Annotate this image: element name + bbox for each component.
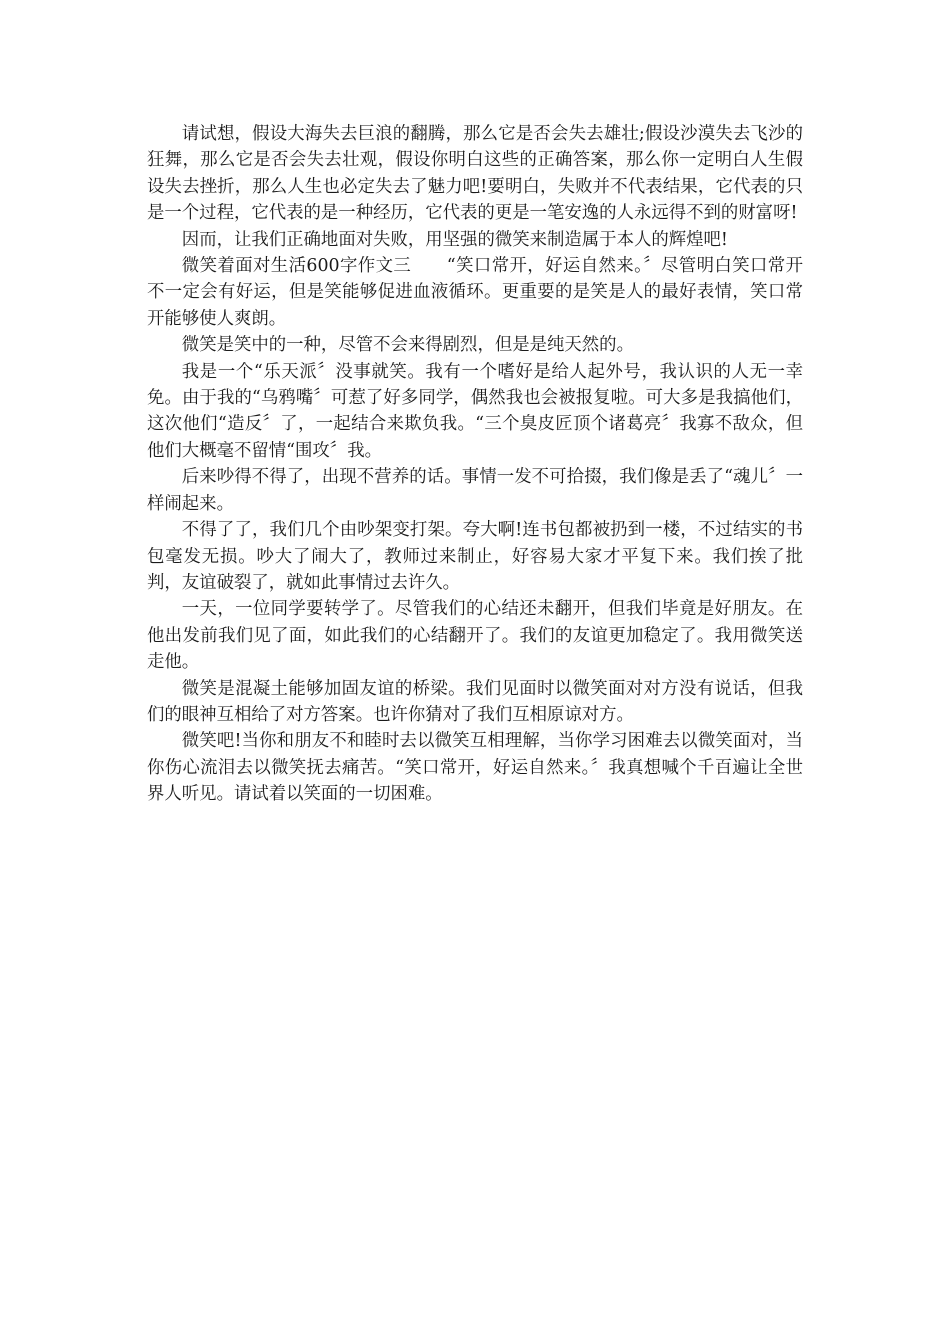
paragraph-7: 不得了了，我们几个由吵架变打架。夸大啊!连书包都被扔到一楼，不过结实的书包毫发无损。吵大了闹大了，教师过来制止，好容易大家才平复下来。我们挨了批判，友谊破裂了，就如此事情过去许久。 — [147, 520, 803, 593]
paragraph-8: 一天，一位同学要转学了。尽管我们的心结还未翻开，但我们毕竟是好朋友。在他出发前我们见了面，如此我们的心结翻开了。我们的友谊更加稳定了。我用微笑送走他。 — [147, 599, 803, 673]
paragraph-1: 请试想，假设大海失去巨浪的翻腾，那么它是否会失去雄壮;假设沙漠失去飞沙的狂舞，那么它是否会失去壮观，假设你明白这些的正确答案，那么你一定明白人生假设失去挫折，那么人生也必定失去了魅力吧!要明白，失败并不代表结果，它代表的只是一个过程，它代表的是一种经历，它代表的更是一笔安逸的人永远得不到的财富呀! — [147, 124, 803, 224]
paragraph-4: 微笑是笑中的一种，尽管不会来得剧烈，但是是纯天然的。 — [181, 335, 634, 356]
document-body — [147, 121, 803, 808]
paragraph-10: 微笑吧!当你和朋友不和睦时去以微笑互相理解，当你学习困难去以微笑面对，当你伤心流泪去以微笑抚去痛苦。“笑口常开，好运自然来。〞我真想喊个千百遍让全世界人听见。请试着以笑面的一切困难。 — [147, 731, 803, 805]
paragraph-3: 微笑着面对生活600字作文三 “笑口常开，好运自然来。〞尽管明白笑口常开不一定会有好运，但是笑能够促进血液循环。更重要的是笑是人的最好表情，笑口常开能够使人爽朗。 — [147, 256, 803, 329]
paragraph-9: 微笑是混凝土能够加固友谊的桥梁。我们见面时以微笑面对对方没有说话，但我们的眼神互相给了对方答案。也许你猜对了我们互相原谅对方。 — [147, 678, 803, 725]
paragraph-2: 因而，让我们正确地面对失败，用坚强的微笑来制造属于本人的辉煌吧! — [181, 229, 728, 250]
paragraph-5: 我是一个“乐天派〞没事就笑。我有一个嗜好是给人起外号，我认识的人无一幸免。由于我的“乌鸦嘴〞可惹了好多同学，偶然我也会被报复啦。可大多是我搞他们，这次他们“造反〞了，一起结合来欺负我。“三个臭皮匠顶个诸葛亮〞我寡不敌众，但他们大概毫不留情“围攻〞我。 — [147, 361, 803, 461]
paragraph-6: 后来吵得不得了，出现不营养的话。事情一发不可拾掇，我们像是丢了“魂儿〞一样闹起来。 — [147, 467, 803, 514]
